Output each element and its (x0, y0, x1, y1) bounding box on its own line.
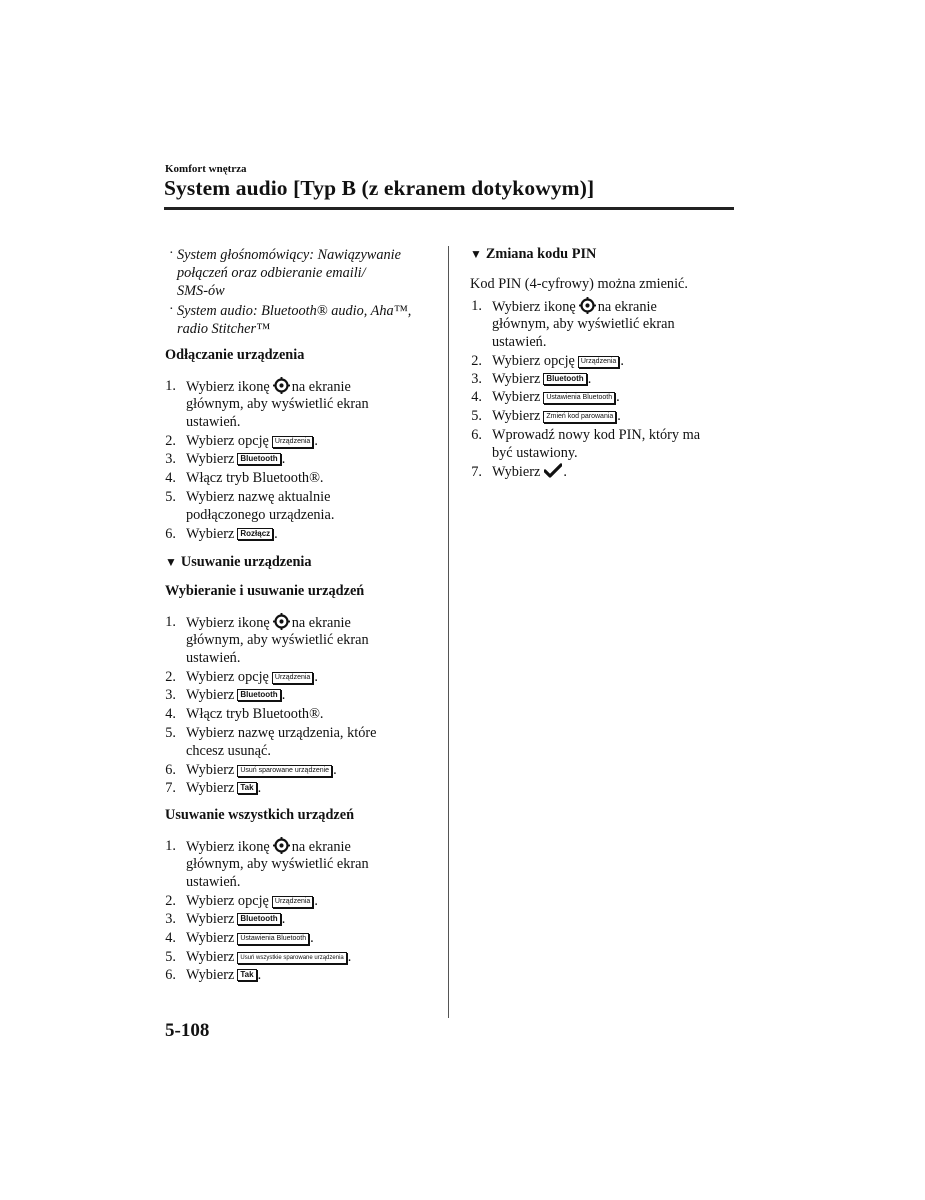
step-number: 2. (471, 353, 482, 369)
bluetooth-settings-button-glyph: Ustawienia Bluetooth (543, 392, 615, 404)
step-5-text: Wybierz Zmień kod parowania . (492, 408, 621, 424)
step-number: 5. (471, 408, 482, 424)
step-number: 5. (165, 949, 176, 965)
step-number: 2. (165, 669, 176, 685)
delete-paired-device-button-glyph: Usuń sparowane urządzenie (237, 765, 332, 777)
devices-button-glyph: Urządzenia (272, 672, 313, 684)
step-number: 6. (165, 967, 176, 983)
bullet-marker: · (169, 302, 174, 317)
step-1-line-3: ustawień. (186, 650, 241, 666)
step-number: 6. (471, 427, 482, 443)
step-1-line-2: głównym, aby wyświetlić ekran (186, 856, 369, 872)
step-2-text: Wybierz opcję Urządzenia . (186, 433, 318, 449)
step-number: 1. (165, 614, 176, 630)
page-title: System audio [Typ B (z ekranem dotykowym)] (164, 176, 595, 200)
step-4-text: Włącz tryb Bluetooth®. (186, 470, 324, 486)
bluetooth-button-glyph: Bluetooth (237, 689, 280, 701)
step-4-text: Wybierz Ustawienia Bluetooth . (186, 930, 314, 946)
gear-icon (579, 297, 596, 314)
title-divider (164, 207, 734, 210)
gear-icon (273, 837, 290, 854)
step-1-text: Wybierz ikonę na ekranie (492, 299, 657, 315)
step-6-text: Wprowadź nowy kod PIN, który ma (492, 427, 701, 443)
page-number: 5-108 (165, 1020, 210, 1041)
step-number: 3. (165, 687, 176, 703)
section-heading-pin: ▼ Zmiana kodu PIN (470, 246, 597, 262)
bluetooth-settings-button-glyph: Ustawienia Bluetooth (237, 933, 309, 945)
gear-icon (273, 377, 290, 394)
step-6-line-2: być ustawiony. (492, 445, 578, 461)
step-3-text: Wybierz Bluetooth . (492, 371, 592, 387)
step-6-text: Wybierz Usuń sparowane urządzenie . (186, 762, 337, 778)
triangle-down-icon: ▼ (470, 247, 482, 261)
intro-bullet-1-line-2: połączeń oraz odbieranie emaili/ (177, 265, 366, 281)
checkmark-icon (544, 463, 562, 478)
change-pairing-code-button-glyph: Zmień kod parowania (543, 411, 616, 423)
step-number: 3. (471, 371, 482, 387)
section-label: Komfort wnętrza (165, 163, 247, 175)
step-7-text: Wybierz . (492, 464, 567, 480)
step-4-text: Włącz tryb Bluetooth®. (186, 706, 324, 722)
step-5-line-2: podłączonego urządzenia. (186, 507, 335, 523)
step-number: 3. (165, 911, 176, 927)
triangle-down-icon: ▼ (165, 555, 177, 569)
intro-bullet-1-line-1: System głośnomówiący: Nawiązywanie (177, 247, 401, 263)
step-3-text: Wybierz Bluetooth . (186, 687, 286, 703)
intro-bullet-2-line-1: System audio: Bluetooth® audio, Aha™, (177, 303, 412, 319)
subsection-heading-select-remove: Wybieranie i usuwanie urządzeń (165, 583, 365, 599)
step-3-text: Wybierz Bluetooth . (186, 451, 286, 467)
step-1-line-3: ustawień. (186, 414, 241, 430)
step-1-text: Wybierz ikonę na ekranie (186, 615, 351, 631)
step-number: 1. (471, 298, 482, 314)
intro-bullet-1-line-3: SMS-ów (177, 283, 225, 299)
step-7-text: Wybierz Tak . (186, 780, 262, 796)
step-number: 2. (165, 433, 176, 449)
step-number: 4. (165, 706, 176, 722)
step-4-text: Wybierz Ustawienia Bluetooth . (492, 389, 620, 405)
step-number: 3. (165, 451, 176, 467)
step-1-line-2: głównym, aby wyświetlić ekran (186, 632, 369, 648)
step-number: 7. (165, 780, 176, 796)
step-1-line-2: głównym, aby wyświetlić ekran (186, 396, 369, 412)
yes-button-glyph: Tak (237, 969, 256, 981)
step-number: 2. (165, 893, 176, 909)
step-1-line-3: ustawień. (492, 334, 547, 350)
step-number: 7. (471, 464, 482, 480)
intro-bullet-2-line-2: radio Stitcher™ (177, 321, 271, 337)
subsection-heading-remove-all: Usuwanie wszystkich urządzeń (165, 807, 355, 823)
step-1-text: Wybierz ikonę na ekranie (186, 839, 351, 855)
yes-button-glyph: Tak (237, 782, 256, 794)
step-number: 6. (165, 526, 176, 542)
step-number: 4. (165, 930, 176, 946)
step-1-line-3: ustawień. (186, 874, 241, 890)
step-6-text: Wybierz Rozłącz . (186, 526, 278, 542)
step-number: 1. (165, 378, 176, 394)
pin-intro: Kod PIN (4-cyfrowy) można zmienić. (470, 276, 688, 292)
devices-button-glyph: Urządzenia (272, 896, 313, 908)
step-5-line-2: chcesz usunąć. (186, 743, 271, 759)
section-heading-removal: ▼ Usuwanie urządzenia (165, 554, 312, 570)
step-3-text: Wybierz Bluetooth . (186, 911, 286, 927)
step-number: 4. (471, 389, 482, 405)
step-number: 4. (165, 470, 176, 486)
delete-all-paired-devices-button-glyph: Usuń wszystkie sparowane urządzenia (237, 952, 346, 964)
step-1-line-2: głównym, aby wyświetlić ekran (492, 316, 675, 332)
step-6-text: Wybierz Tak . (186, 967, 262, 983)
step-1-text: Wybierz ikonę na ekranie (186, 379, 351, 395)
gear-icon (273, 613, 290, 630)
step-number: 5. (165, 489, 176, 505)
bluetooth-button-glyph: Bluetooth (237, 913, 280, 925)
step-2-text: Wybierz opcję Urządzenia . (186, 669, 318, 685)
step-5-text: Wybierz Usuń wszystkie sparowane urządzenia . (186, 949, 352, 965)
disconnect-button-glyph: Rozłącz (237, 528, 273, 540)
bluetooth-button-glyph: Bluetooth (237, 453, 280, 465)
step-5-text: Wybierz nazwę aktualnie (186, 489, 331, 505)
step-2-text: Wybierz opcję Urządzenia . (492, 353, 624, 369)
column-divider (448, 246, 449, 1018)
step-number: 5. (165, 725, 176, 741)
step-5-text: Wybierz nazwę urządzenia, które (186, 725, 377, 741)
bluetooth-button-glyph: Bluetooth (543, 373, 586, 385)
step-2-text: Wybierz opcję Urządzenia . (186, 893, 318, 909)
step-number: 1. (165, 838, 176, 854)
bullet-marker: · (169, 246, 174, 261)
step-number: 6. (165, 762, 176, 778)
devices-button-glyph: Urządzenia (272, 436, 313, 448)
subsection-heading-disconnect: Odłączanie urządzenia (165, 347, 305, 363)
devices-button-glyph: Urządzenia (578, 356, 619, 368)
